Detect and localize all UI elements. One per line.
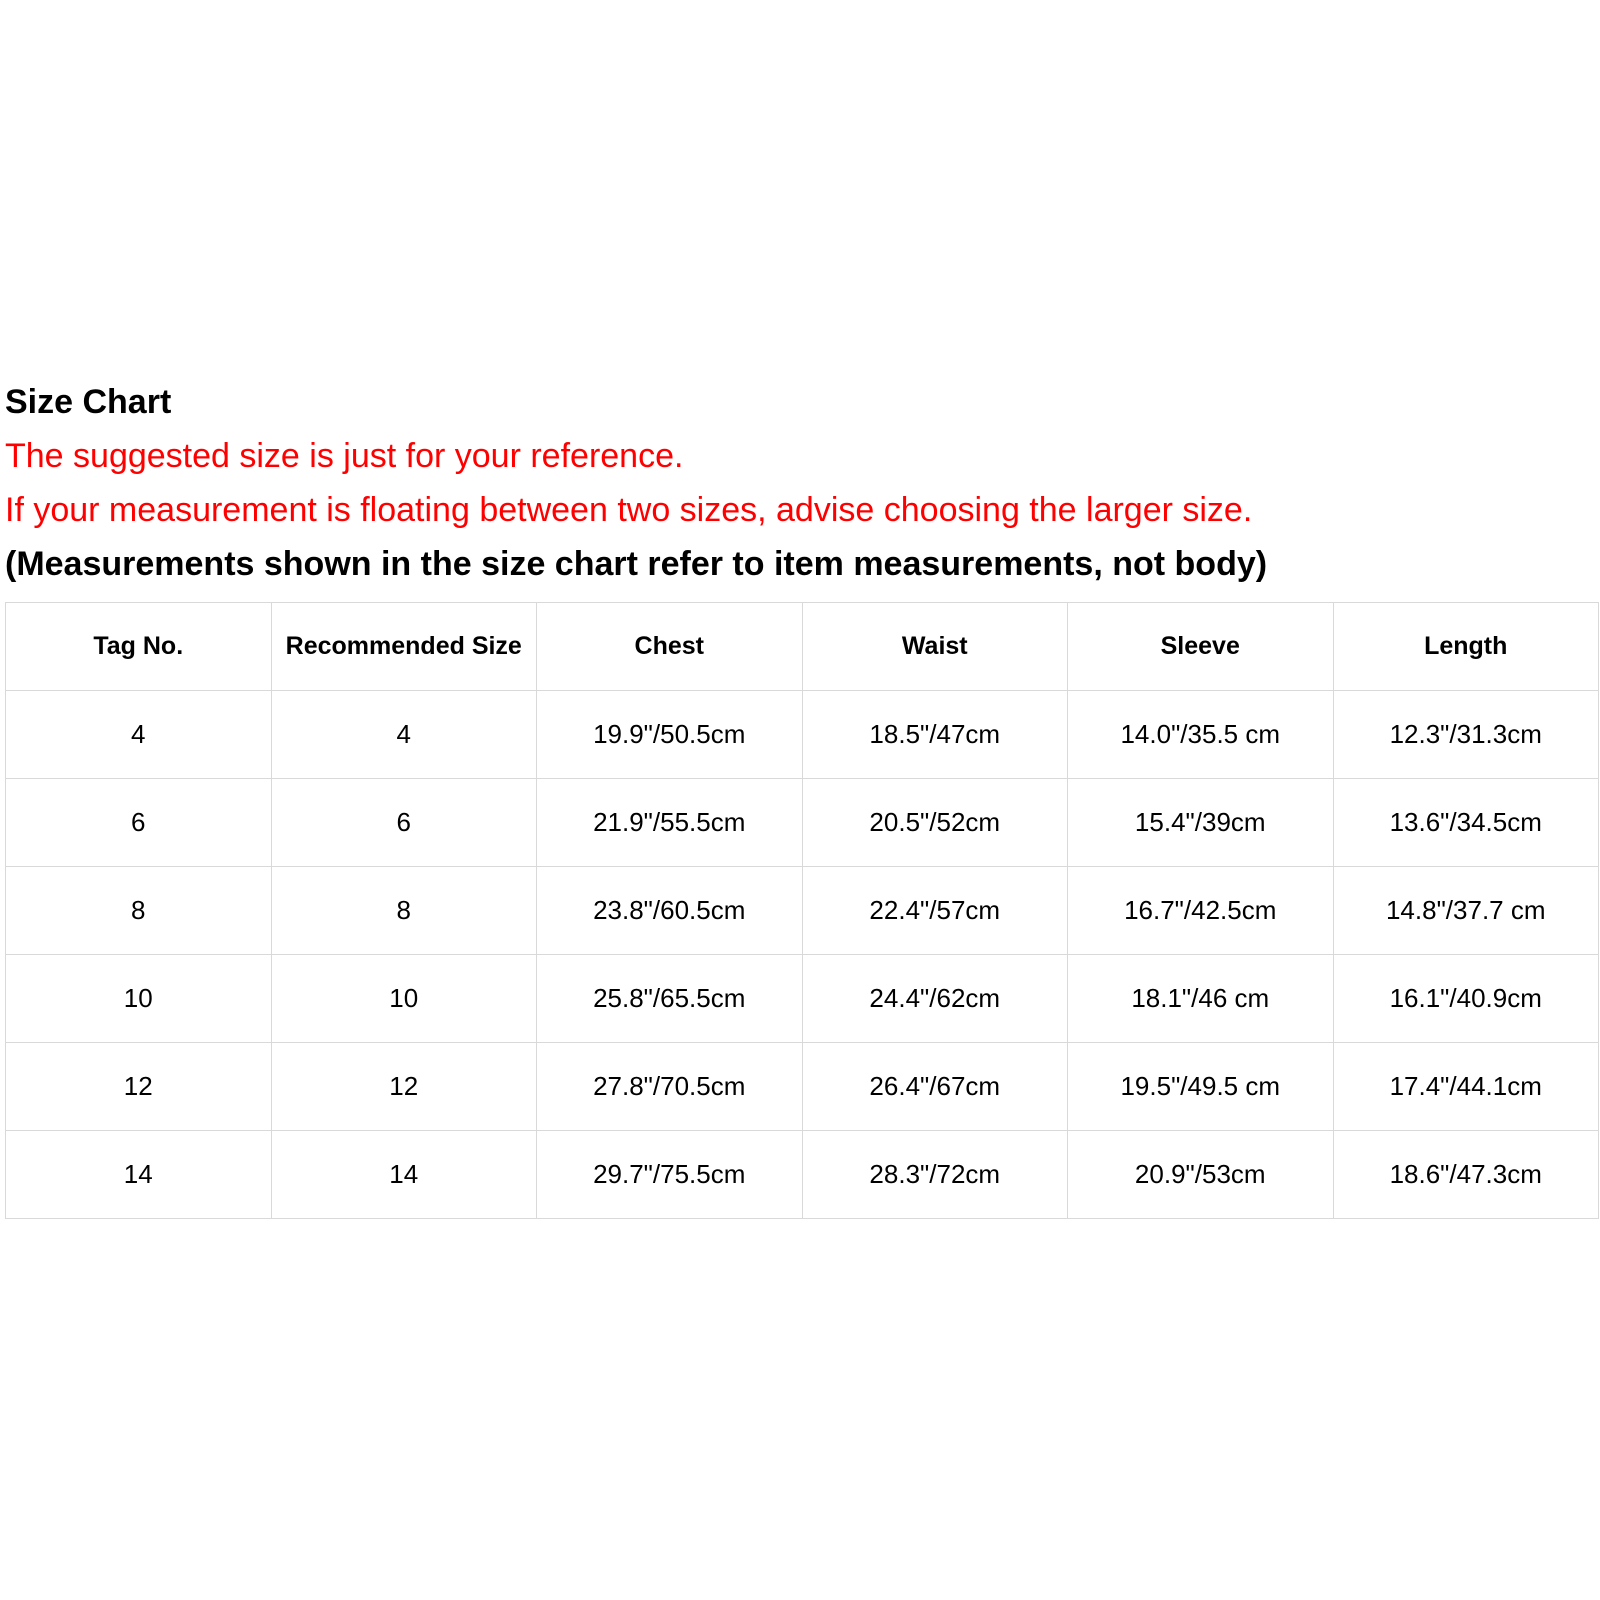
table-header-row bbox=[6, 603, 1599, 691]
cell-waist: 28.3"/72cm bbox=[802, 1131, 1068, 1219]
cell-length: 17.4"/44.1cm bbox=[1333, 1043, 1599, 1131]
cell-length: 12.3"/31.3cm bbox=[1333, 691, 1599, 779]
table-row bbox=[6, 867, 1599, 955]
cell-tag-no: 6 bbox=[6, 779, 272, 867]
cell-recommended-size: 10 bbox=[271, 955, 537, 1043]
cell-chest: 19.9"/50.5cm bbox=[537, 691, 803, 779]
measurement-disclaimer: (Measurements shown in the size chart refer to item measurements, not body) bbox=[5, 545, 1268, 583]
table-row bbox=[6, 1131, 1599, 1219]
cell-chest: 29.7"/75.5cm bbox=[537, 1131, 803, 1219]
cell-sleeve: 20.9"/53cm bbox=[1068, 1131, 1334, 1219]
cell-length: 14.8"/37.7 cm bbox=[1333, 867, 1599, 955]
cell-recommended-size: 12 bbox=[271, 1043, 537, 1131]
page-title: Size Chart bbox=[5, 383, 172, 421]
cell-recommended-size: 8 bbox=[271, 867, 537, 955]
cell-chest: 23.8"/60.5cm bbox=[537, 867, 803, 955]
size-chart-header bbox=[5, 375, 1600, 591]
cell-waist: 18.5"/47cm bbox=[802, 691, 1068, 779]
cell-tag-no: 8 bbox=[6, 867, 272, 955]
reference-note: The suggested size is just for your reference. bbox=[5, 437, 684, 475]
cell-waist: 20.5"/52cm bbox=[802, 779, 1068, 867]
table-row bbox=[6, 779, 1599, 867]
column-header-recommended-size: Recommended Size bbox=[271, 603, 537, 691]
cell-sleeve: 15.4"/39cm bbox=[1068, 779, 1334, 867]
cell-waist: 22.4"/57cm bbox=[802, 867, 1068, 955]
column-header-length: Length bbox=[1333, 603, 1599, 691]
cell-chest: 27.8"/70.5cm bbox=[537, 1043, 803, 1131]
table-row bbox=[6, 955, 1599, 1043]
column-header-waist: Waist bbox=[802, 603, 1068, 691]
table-row bbox=[6, 1043, 1599, 1131]
cell-length: 16.1"/40.9cm bbox=[1333, 955, 1599, 1043]
cell-waist: 26.4"/67cm bbox=[802, 1043, 1068, 1131]
cell-chest: 21.9"/55.5cm bbox=[537, 779, 803, 867]
sizing-advice-note: If your measurement is floating between two sizes, advise choosing the larger size. bbox=[5, 491, 1253, 529]
cell-sleeve: 16.7"/42.5cm bbox=[1068, 867, 1334, 955]
column-header-tag-no: Tag No. bbox=[6, 603, 272, 691]
column-header-chest: Chest bbox=[537, 603, 803, 691]
cell-tag-no: 12 bbox=[6, 1043, 272, 1131]
cell-length: 18.6"/47.3cm bbox=[1333, 1131, 1599, 1219]
cell-length: 13.6"/34.5cm bbox=[1333, 779, 1599, 867]
table-row bbox=[6, 691, 1599, 779]
cell-sleeve: 14.0"/35.5 cm bbox=[1068, 691, 1334, 779]
cell-sleeve: 18.1"/46 cm bbox=[1068, 955, 1334, 1043]
cell-tag-no: 10 bbox=[6, 955, 272, 1043]
column-header-sleeve: Sleeve bbox=[1068, 603, 1334, 691]
cell-recommended-size: 6 bbox=[271, 779, 537, 867]
cell-sleeve: 19.5"/49.5 cm bbox=[1068, 1043, 1334, 1131]
size-table bbox=[5, 602, 1599, 1219]
cell-recommended-size: 14 bbox=[271, 1131, 537, 1219]
cell-chest: 25.8"/65.5cm bbox=[537, 955, 803, 1043]
cell-tag-no: 4 bbox=[6, 691, 272, 779]
cell-tag-no: 14 bbox=[6, 1131, 272, 1219]
cell-waist: 24.4"/62cm bbox=[802, 955, 1068, 1043]
cell-recommended-size: 4 bbox=[271, 691, 537, 779]
